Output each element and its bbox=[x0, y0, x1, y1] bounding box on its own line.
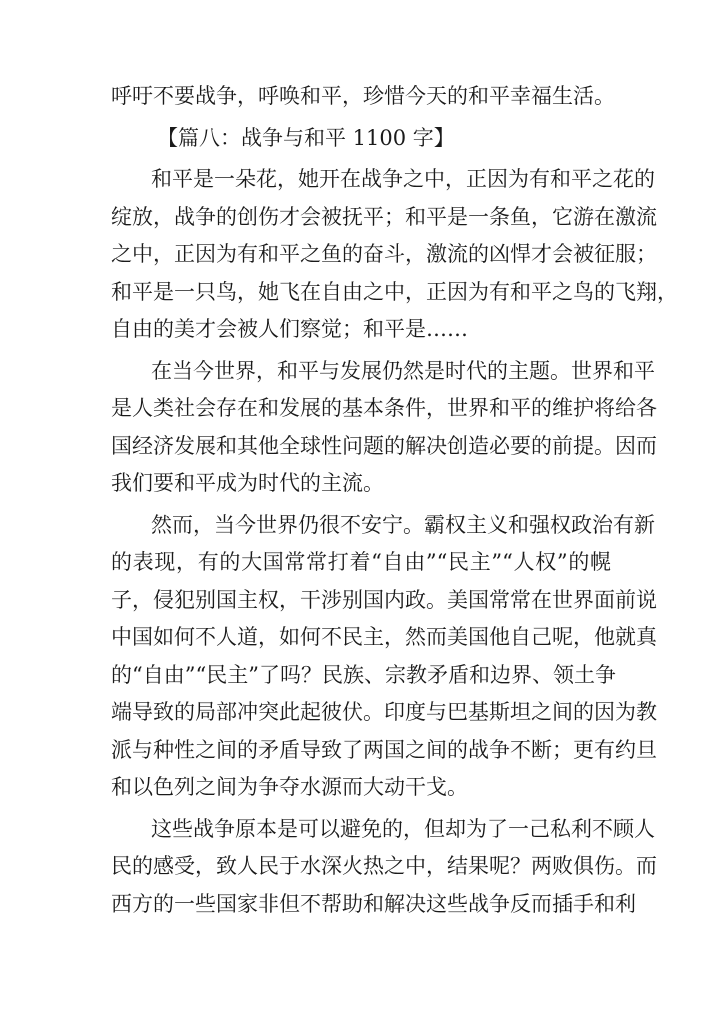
text-line: 西方的一些国家非但不帮助和解决这些战争反而插手和利 bbox=[111, 891, 636, 916]
text-line: 之中，正因为有和平之鱼的奋斗，激流的凶悍才会被征服； bbox=[111, 242, 657, 266]
text-line: 的表现，有的大国常常打着“自由”“民主”“人权”的幌 bbox=[111, 550, 611, 574]
text-line: 国经济发展和其他全球性问题的解决创造必要的前提。因而 bbox=[111, 433, 657, 458]
text-line: 绽放，战争的创伤才会被抚平；和平是一条鱼，它游在激流 bbox=[111, 204, 657, 229]
text-line: 和平是一朵花，她开在战争之中，正因为有和平之花的 bbox=[151, 167, 655, 191]
text-line: 和以色列之间为争夺水源而大动干戈。 bbox=[111, 775, 468, 799]
text-line: 在当今世界，和平与发展仍然是时代的主题。世界和平 bbox=[151, 358, 655, 383]
text-line: 派与种性之间的矛盾导致了两国之间的战争不断；更有约旦 bbox=[111, 737, 657, 762]
section-heading-text: 【篇八：战争与和平 1100 字】 bbox=[157, 125, 455, 150]
text-line: 和平是一只鸟，她飞在自由之中，正因为有和平之鸟的飞翔， bbox=[111, 279, 678, 304]
text-line: 的“自由”“民主”了吗？民族、宗教矛盾和边界、领土争 bbox=[111, 662, 616, 687]
text-line: 我们要和平成为时代的主流。 bbox=[111, 471, 384, 495]
text-line: 端导致的局部冲突此起彼伏。印度与巴基斯坦之间的因为教 bbox=[111, 700, 657, 724]
document-page bbox=[111, 78, 678, 923]
text-line: 自由的美才会被人们察觉；和平是…… bbox=[111, 317, 468, 341]
text-line: 然而，当今世界仍很不安宁。霸权主义和强权政治有新 bbox=[151, 512, 655, 537]
text-line: 中国如何不人道，如何不民主，然而美国他自己呢，他就真 bbox=[111, 625, 657, 649]
text-line: 呼吁不要战争，呼唤和平，珍惜今天的和平幸福生活。 bbox=[111, 84, 615, 108]
paragraph-4 bbox=[111, 811, 657, 924]
intro-paragraph-tail bbox=[111, 78, 615, 116]
section-heading bbox=[111, 120, 611, 158]
text-line: 这些战争原本是可以避免的，但却为了一己私利不顾人 bbox=[151, 816, 655, 841]
paragraph-3 bbox=[111, 507, 657, 807]
paragraph-2 bbox=[111, 353, 657, 503]
text-line: 子，侵犯别国主权，干涉别国内政。美国常常在世界面前说 bbox=[111, 587, 657, 612]
paragraph-1 bbox=[111, 161, 678, 349]
text-line: 民的感受，致人民于水深火热之中，结果呢？两败俱伤。而 bbox=[111, 854, 657, 878]
text-line: 是人类社会存在和发展的基本条件，世界和平的维护将给各 bbox=[111, 396, 657, 420]
